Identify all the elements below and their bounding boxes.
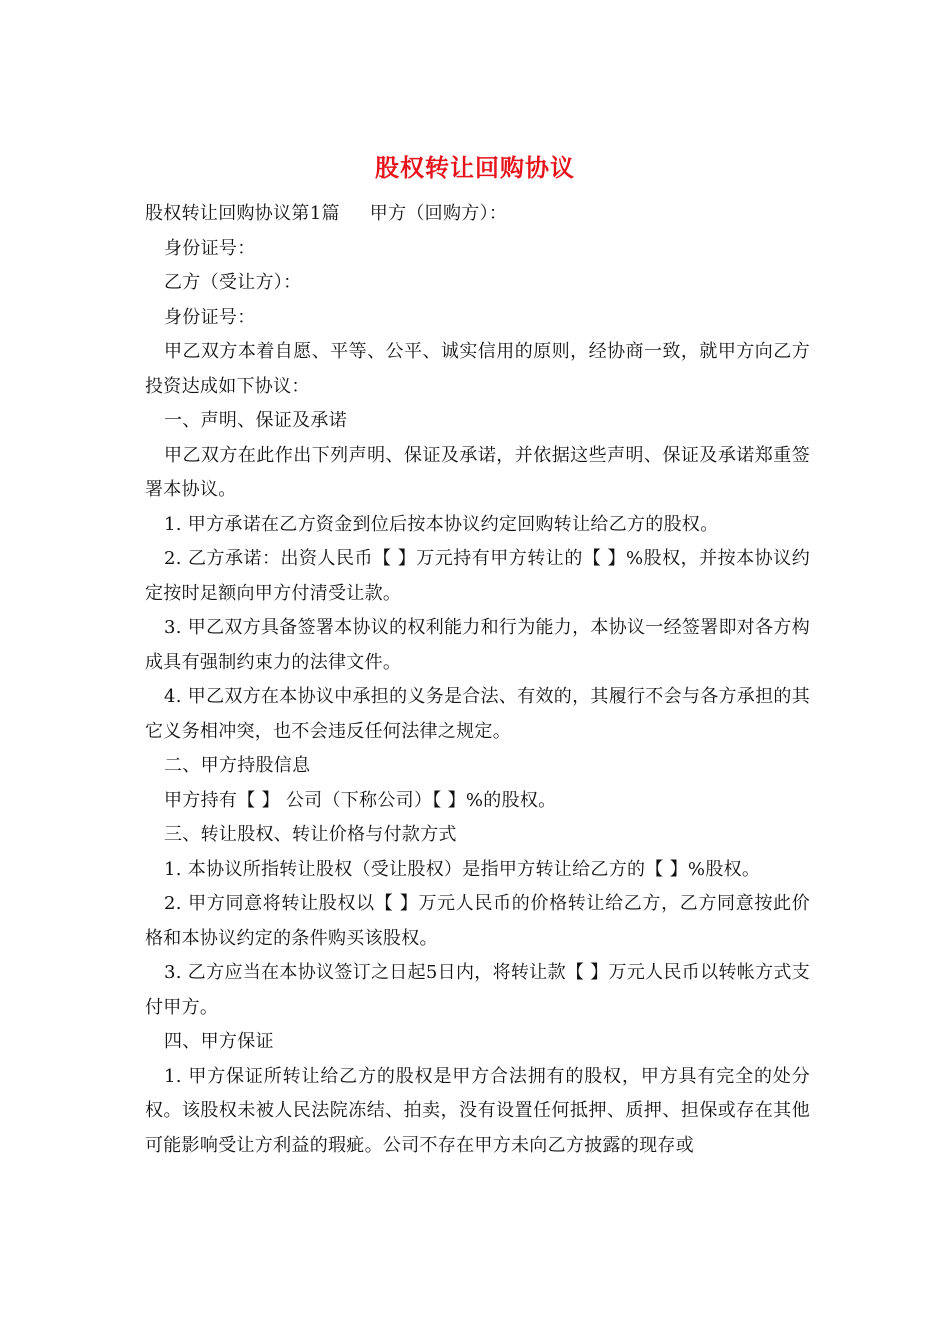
paragraph-text: 1. 甲方保证所转让给乙方的股权是甲方合法拥有的股权，甲方具有完全的处分权。该股权未被人民法院冻结、拍卖，没有设置任何抵押、质押、担保或存在其他可能影响受让方利益的瑕疵。公司不存在甲方未向乙方披露的现存或 (145, 1065, 810, 1156)
document-paragraph (145, 1025, 810, 1060)
paragraph-text: 一、声明、保证及承诺 (164, 410, 347, 431)
document-paragraph (145, 301, 810, 336)
paragraph-text: 3. 乙方应当在本协议签订之日起5日内，将转让款【 】万元人民币以转帐方式支付甲方。 (145, 962, 810, 1018)
document-paragraph (145, 853, 810, 888)
paragraph-text: 3. 甲乙双方具备签署本协议的权利能力和行为能力，本协议一经签署即对各方构成具有强制约束力的法律文件。 (145, 617, 810, 673)
paragraph-text: 4. 甲乙双方在本协议中承担的义务是合法、有效的，其履行不会与各方承担的其它义务相冲突，也不会违反任何法律之规定。 (145, 686, 810, 742)
document-paragraph (145, 1060, 810, 1164)
paragraph-text: 股权转让回购协议第1篇 (145, 203, 340, 224)
paragraph-extra-text: 甲方（回购方）： (369, 203, 508, 224)
paragraph-text: 2. 甲方同意将转让股权以【 】万元人民币的价格转让给乙方，乙方同意按此价格和本协议约定的条件购买该股权。 (145, 893, 810, 949)
paragraph-text: 甲乙双方在此作出下列声明、保证及承诺，并依据这些声明、保证及承诺郑重签署本协议。 (145, 444, 810, 500)
document-paragraph (145, 542, 810, 611)
document-paragraph (145, 956, 810, 1025)
paragraph-text: 2. 乙方承诺：出资人民币【 】万元持有甲方转让的【 】%股权，并按本协议约定按时足额向甲方付清受让款。 (145, 548, 810, 604)
document-paragraph (145, 611, 810, 680)
paragraph-text: 四、甲方保证 (164, 1031, 274, 1052)
paragraph-text: 甲方持有【 】 公司（下称公司）【 】%的股权。 (164, 789, 557, 811)
document-paragraph (145, 232, 810, 267)
document-paragraph (145, 439, 810, 508)
paragraph-text: 1. 甲方承诺在乙方资金到位后按本协议约定回购转让给乙方的股权。 (164, 513, 719, 535)
paragraph-text: 1. 本协议所指转让股权（受让股权）是指甲方转让给乙方的【 】%股权。 (164, 858, 761, 880)
document-title: 股权转让回购协议 (375, 153, 575, 182)
document-paragraph (145, 784, 810, 819)
document-paragraph (145, 680, 810, 749)
document-paragraph (145, 749, 810, 784)
document-paragraph (145, 404, 810, 439)
document-paragraph (145, 818, 810, 853)
paragraph-text: 身份证号： (164, 306, 256, 328)
document-body (145, 197, 810, 1163)
document-paragraph (145, 887, 810, 956)
document-paragraph (145, 508, 810, 543)
paragraph-text: 甲乙双方本着自愿、平等、公平、诚实信用的原则，经协商一致，就甲方向乙方投资达成如下协议： (145, 341, 810, 397)
paragraph-text: 三、转让股权、转让价格与付款方式 (164, 824, 457, 845)
document-paragraph (145, 266, 810, 301)
paragraph-text: 乙方（受让方）： (164, 272, 302, 293)
paragraph-text: 身份证号： (164, 237, 256, 259)
document-paragraph (145, 335, 810, 404)
document-paragraph (145, 197, 810, 232)
paragraph-text: 二、甲方持股信息 (164, 755, 311, 776)
